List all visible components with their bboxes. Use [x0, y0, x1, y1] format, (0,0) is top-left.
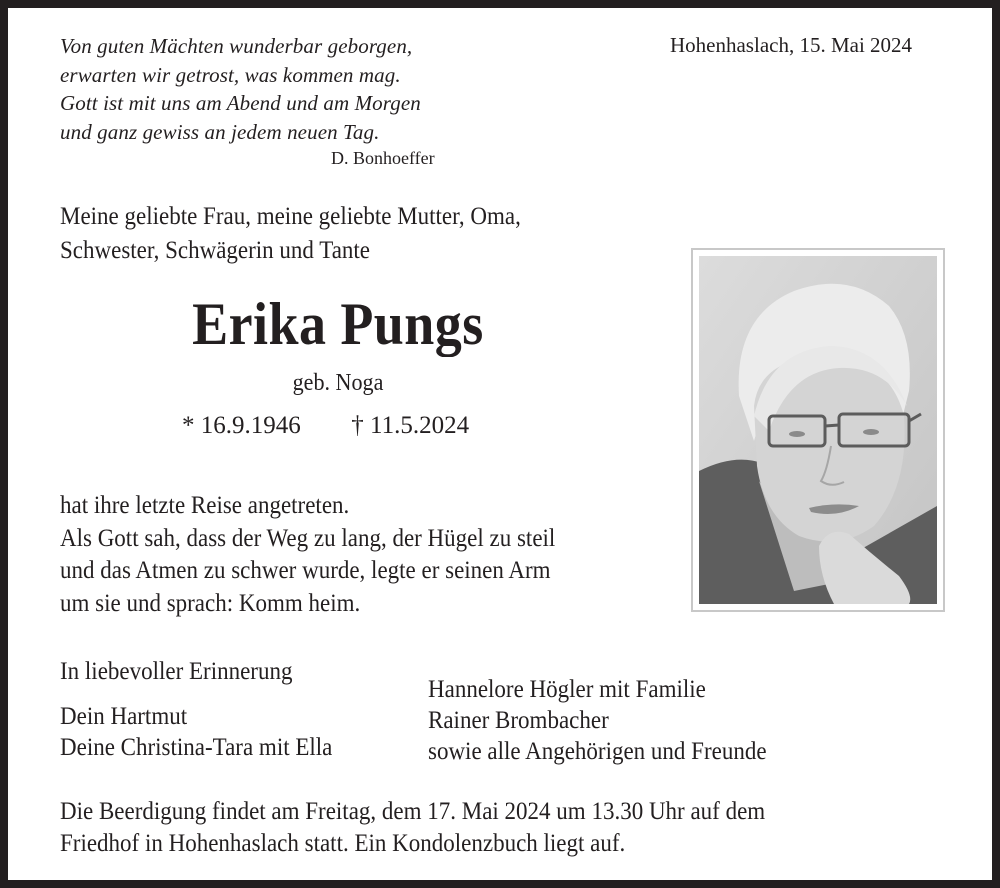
maiden-name: geb. Noga [292, 370, 384, 396]
poem-line: erwarten wir getrost, was kommen mag. [60, 62, 401, 87]
deceased-name: Erika Pungs [192, 291, 484, 357]
intro-line: Meine geliebte Frau, meine geliebte Mutter, Oma, [60, 203, 521, 230]
body-line: um sie und sprach: Komm heim. [60, 589, 361, 617]
birth-star-icon: * [182, 412, 195, 439]
portrait-image [699, 256, 937, 604]
place-and-date: Hohenhaslach, 15. Mai 2024 [670, 33, 913, 57]
mourners-left [60, 656, 332, 763]
mourner-line: Dein Hartmut [60, 703, 188, 730]
poem-line: Gott ist mit uns am Abend und am Morgen [60, 91, 421, 115]
bonhoeffer-poem [60, 32, 421, 146]
death-cross-icon: † [351, 412, 364, 439]
funeral-info [60, 796, 765, 860]
intro-line: Schwester, Schwägerin und Tante [60, 237, 371, 264]
body-line: hat ihre letzte Reise angetreten. [60, 492, 350, 519]
farewell-text [60, 490, 555, 620]
poem-line: und ganz gewiss an jedem neuen Tag. [60, 119, 380, 144]
poem-author: D. Bonhoeffer [331, 148, 435, 168]
body-line: Als Gott sah, dass der Weg zu lang, der Hügel zu steil [60, 524, 556, 552]
mourner-line: Rainer Brombacher [428, 707, 609, 734]
birth-date: 16.9.1946 [200, 412, 301, 439]
poem-line: Von guten Mächten wunderbar geborgen, [60, 34, 413, 58]
intro-text [60, 200, 521, 268]
mourner-line: In liebevoller Erinnerung [60, 658, 293, 685]
portrait-frame [691, 248, 945, 612]
life-dates [182, 412, 469, 440]
mourner-line: Hannelore Högler mit Familie [428, 676, 706, 703]
mourner-line: Deine Christina-Tara mit Ella [60, 734, 333, 761]
death-date: 11.5.2024 [370, 412, 470, 439]
funeral-line: Friedhof in Hohenhaslach statt. Ein Kondolenzbuch liegt auf. [60, 830, 626, 857]
funeral-line: Die Beerdigung findet am Freitag, dem 17. Mai 2024 um 13.30 Uhr auf dem [60, 798, 766, 825]
mourners-right [428, 674, 767, 767]
body-line: und das Atmen zu schwer wurde, legte er seinen Arm [60, 557, 551, 584]
mourner-line: sowie alle Angehörigen und Freunde [428, 738, 767, 765]
obituary-notice [8, 8, 992, 880]
portrait-photo [699, 256, 937, 604]
